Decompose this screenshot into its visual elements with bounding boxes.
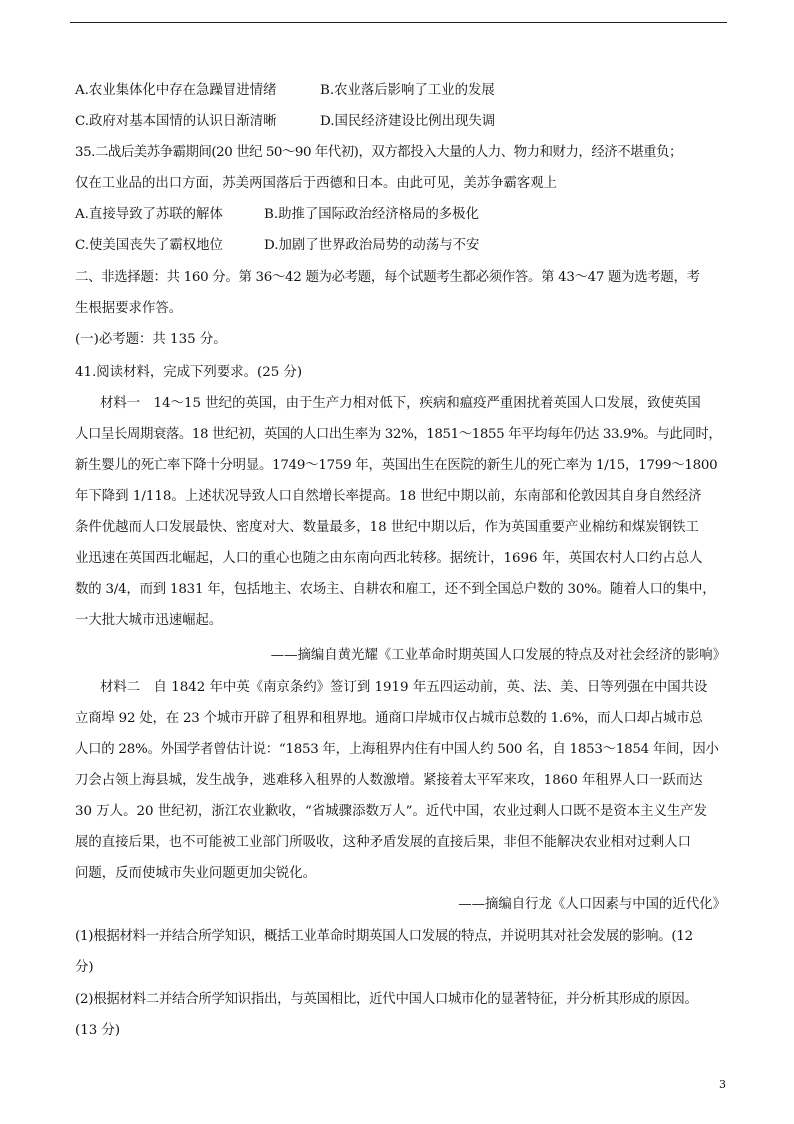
material-1-line: 材料一 14～15 世纪的英国，由于生产力相对低下，疾病和瘟疫严重困扰着英国人口发展，致使英国 — [100, 396, 701, 411]
required-questions-heading: (一)必考题：共 135 分。 — [75, 332, 227, 347]
material-2-line: 问题，反而使城市失业问题更加尖锐化。 — [75, 866, 317, 881]
q34-option-c: C.政府对基本国情的认识日渐清晰 — [75, 114, 277, 129]
material-2-line: 人口的 28%。外国学者曾估计说：“1853 年，上海租界内住有中国人约 500 名，自 1853～1854 年间，因小 — [75, 742, 719, 757]
material-1-line: 数的 3/4，而到 1831 年，包括地主、农场主、自耕农和雇工，还不到全国总户数的 30%。随着人口的集中， — [75, 582, 716, 597]
material-1-line: 年下降到 1/118。上述状况导致人口自然增长率提高。18 世纪中期以前，东南部和伦敦因其自身自然经济 — [75, 489, 702, 504]
section-2-heading-line-2: 生根据要求作答。 — [75, 301, 183, 316]
material-2-line: 展的直接后果，也不可能被工业部门所吸收，这种矛盾发展的直接后果，非但不能解决农业相对过剩人口 — [75, 835, 691, 850]
q41-subquestion-2: (2)根据材料二并结合所学知识指出，与英国相比，近代中国人口城市化的显著特征，并分析其形成的原因。 — [75, 992, 698, 1007]
q41-subquestion-2-continued: (13 分) — [75, 1023, 121, 1038]
material-1-line: 条件优越而人口发展最快、密度对大、数量最多，18 世纪中期以后，作为英国重要产业棉纺和煤炭钢铁工 — [75, 520, 699, 535]
page-number: 3 — [719, 1078, 726, 1091]
section-2-heading-line-1: 二、非选择题：共 160 分。第 36～42 题为必考题，每个试题考生都必须作答。第 43～47 题为选考题，考 — [75, 270, 700, 285]
q41-header: 41.阅读材料，完成下列要求。(25 分) — [75, 365, 303, 380]
material-2-line: 立商埠 92 处，在 23 个城市开辟了租界和租界地。通商口岸城市仅占城市总数的 1.6%，而人口却占城市总 — [75, 711, 703, 726]
q41-subquestion-1-continued: 分) — [75, 960, 94, 975]
material-2-line: 材料二 自 1842 年中英《南京条约》签订到 1919 年五四运动前，英、法、美、日等列强在中国共设 — [100, 680, 708, 695]
q35-option-b: B.助推了国际政治经济格局的多极化 — [264, 207, 479, 222]
q35-stem-line-1: 35.二战后美苏争霸期间(20 世纪 50～90 年代初)，双方都投入大量的人力、物力和财力，经济不堪重负； — [75, 145, 682, 160]
material-1-line: 人口呈长周期衰落。18 世纪初，英国的人口出生率为 32%，1851～1855 年平均每年仍达 33.9%。与此同时， — [75, 427, 722, 442]
q35-stem-line-2: 仅在工业品的出口方面，苏美两国落后于西德和日本。由此可见，美苏争霸客观上 — [75, 176, 558, 191]
material-1-source: ——摘编自黄光耀《工业革命时期英国人口发展的特点及对社会经济的影响》 — [270, 648, 726, 663]
q35-option-a: A.直接导致了苏联的解体 — [75, 207, 223, 222]
material-1-line: 一大批大城市迅速崛起。 — [75, 613, 223, 628]
q34-option-d: D.国民经济建设比例出现失调 — [320, 114, 496, 129]
q34-option-b: B.农业落后影响了工业的发展 — [320, 83, 495, 98]
q41-subquestion-1: (1)根据材料一并结合所学知识，概括工业革命时期英国人口发展的特点，并说明其对社会发展的影响。(12 — [75, 929, 693, 944]
q35-option-d: D.加剧了世界政治局势的动荡与不安 — [264, 238, 480, 253]
material-2-line: 刀会占领上海县城，发生战争，逃难移入租界的人数激增。紧接着太平军来攻，1860 年租界人口一跃而达 — [75, 773, 703, 788]
q35-option-c: C.使美国丧失了霸权地位 — [75, 238, 223, 253]
material-2-line: 30 万人。20 世纪初，浙江农业歉收，“省城骤添数万人”。近代中国，农业过剩人口既不是资本主义生产发 — [75, 804, 708, 819]
header-rule — [70, 22, 727, 23]
material-1-line: 新生婴儿的死亡率下降十分明显。1749～1759 年，英国出生在医院的新生儿的死亡率为 1/15，1799～1800 — [75, 458, 718, 473]
material-2-source: ——摘编自行龙《人口因素与中国的近代化》 — [458, 897, 726, 912]
q34-option-a: A.农业集体化中存在急躁冒进情绪 — [75, 83, 277, 98]
material-1-line: 业迅速在英国西北崛起，人口的重心也随之由东南向西北转移。据统计，1696 年，英国农村人口约占总人 — [75, 551, 703, 566]
